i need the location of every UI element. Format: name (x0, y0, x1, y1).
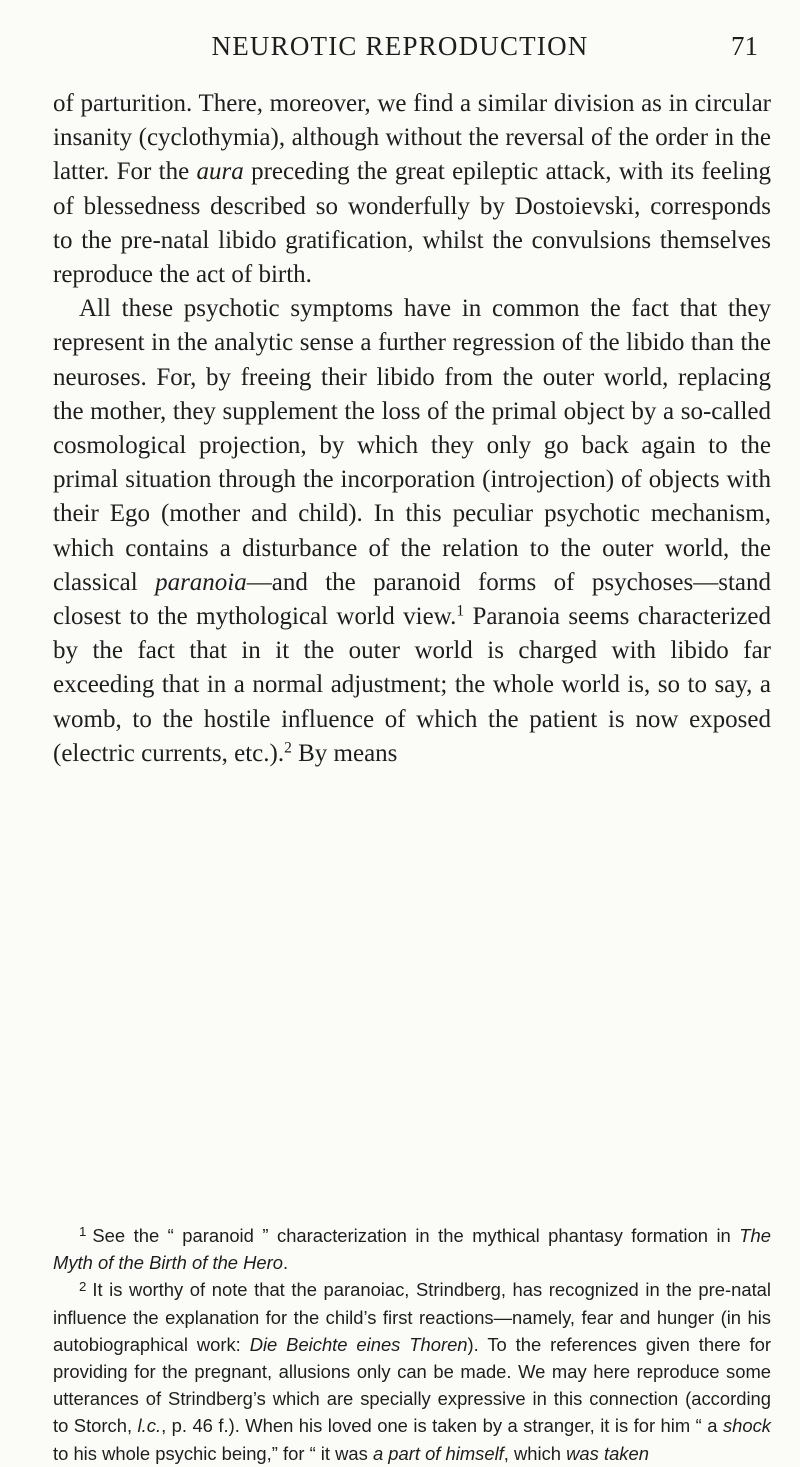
paragraph-2-text-d: By means (291, 739, 398, 767)
footnote-reference-2: 2 (284, 739, 292, 757)
footnote-1-book-title: The Myth of the Birth of the Hero (53, 1225, 771, 1274)
footnote-1 (53, 1222, 771, 1276)
footnote-reference-1: 1 (456, 602, 465, 620)
footnote-2-book-title: Die Beichte eines Thoren (249, 1333, 468, 1355)
italic-paranoia: paranoia (155, 568, 247, 596)
footnote-2-text-a: It is worthy of note that the paranoiac, Strindberg, has recognized in the pre-natal influence the explanation for the child’s first reactions—namely, fear and hunger (in his autobiographical work: (53, 1279, 771, 1355)
footnotes (53, 1222, 771, 1467)
footnote-2-was-taken: was taken (566, 1442, 649, 1464)
paragraph-1-text-b: preceding the great epileptic attack, with its feeling of blessedness described so wonderfully by Dostoievski, corresponds to the pre-natal libido gratification, whilst the convulsions themselves reproduce the act of birth. (53, 158, 771, 289)
italic-aura: aura (196, 158, 244, 186)
footnote-2-shock: shock (722, 1415, 771, 1437)
footnote-2-part-of-himself: a part of himself (372, 1442, 504, 1464)
main-text (53, 87, 771, 771)
footnote-1-mark: 1 (79, 1224, 87, 1240)
page-number: 71 (731, 31, 758, 61)
page-header (0, 0, 800, 80)
paragraph-2-text-c: Paranoia seems characterized by the fact that in it the outer world is charged with libido far exceeding that in a normal adjustment; the whole world is, so to say, a womb, to the hostile influence of which the patient is now exposed (electric currents, etc.). (53, 603, 771, 767)
footnote-2-text-c: , p. 46 f.). When his loved one is taken by a stranger, it is for him “ a (161, 1415, 723, 1437)
footnote-2-text-b: ). To the references given there for providing for the pregnant, allusions only can be made. We may here reproduce some utterances of Strindberg’s which are specially expressive in this connection (according to Storch, (53, 1333, 771, 1437)
footnote-2-text-d: to his whole psychic being,” for “ it was (53, 1442, 373, 1464)
paragraph-2-text-a: All these psychotic symptoms have in common the fact that they represent in the analytic sense a further regression of the libido than the neuroses. For, by freeing their libido from the outer world, replacing the mother, they supplement the loss of the primal object by a so-called cosmological projection, by which they only go back again to the primal situation through the incorporation (introjection) of objects with their Ego (mother and child). In this peculiar psychotic mechanism, which contains a disturbance of the relation to the outer world, the classical (53, 295, 771, 596)
paragraph-2 (53, 292, 771, 771)
footnote-2 (53, 1276, 771, 1466)
paragraph-1 (53, 87, 771, 292)
footnote-1-text-b: . (283, 1252, 289, 1274)
footnote-2-text-e: , which (503, 1442, 567, 1464)
paragraph-1-text-a: of parturition. There, moreover, we find a similar division as in circular insanity (cyclothymia), although without the reversal of the order in the latter. For the (53, 90, 771, 186)
footnote-1-text-a: See the “ paranoid ” characterization in the mythical phantasy formation in (92, 1225, 740, 1246)
paragraph-2-text-b: —and the paranoid forms of psychoses—stand closest to the mythological world view. (53, 568, 772, 631)
footnote-2-mark: 2 (79, 1278, 87, 1294)
footnote-2-loc-cit: l.c. (137, 1415, 162, 1437)
running-head: NEUROTIC REPRODUCTION (211, 31, 589, 61)
